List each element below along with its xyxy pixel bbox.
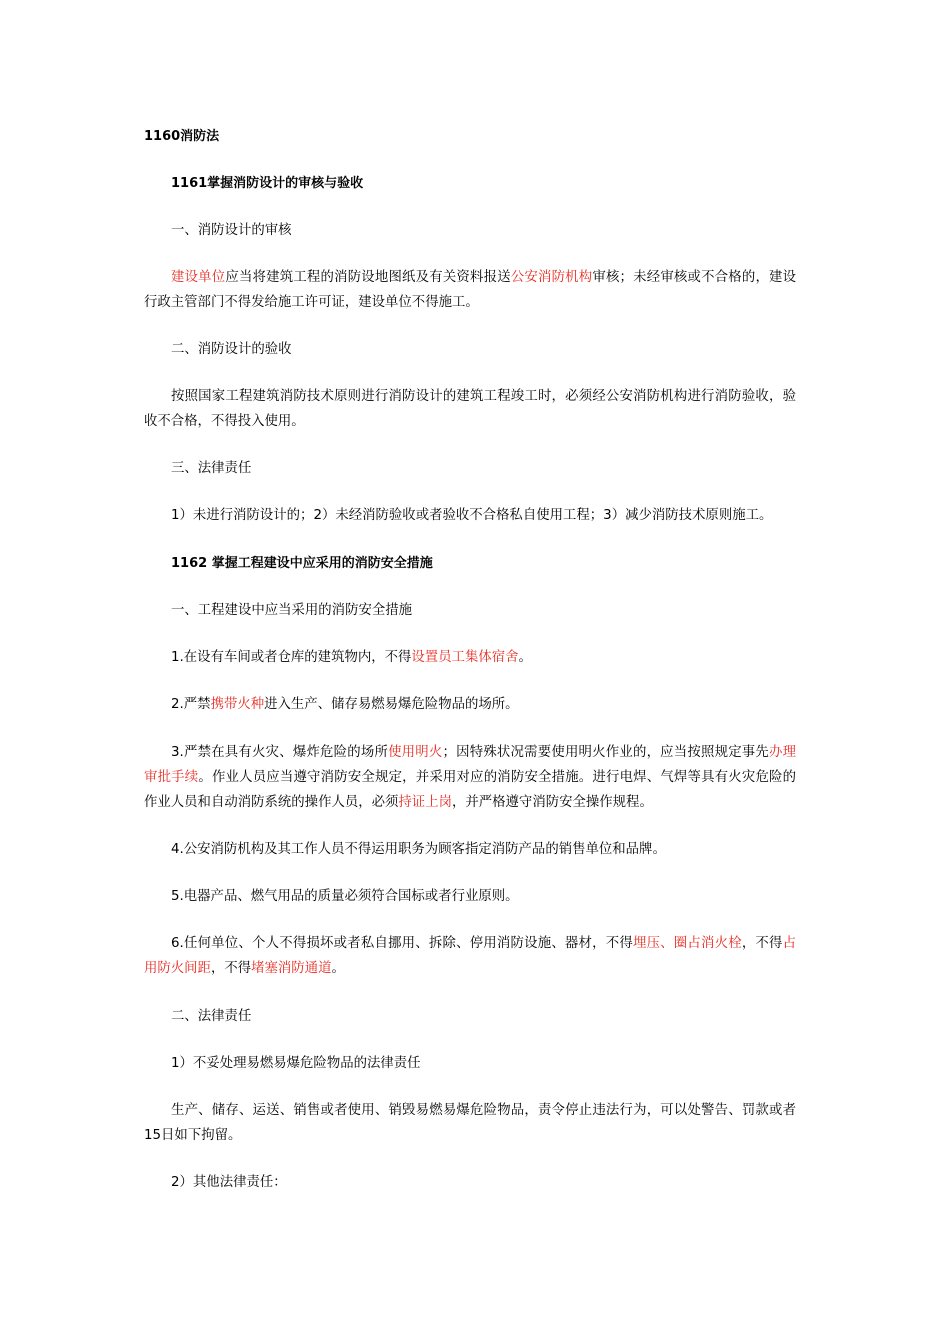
body-text: 审核；未经审核或不合格的，建设 bbox=[592, 270, 797, 285]
body-text: 作业人员和自动消防系统的操作人员，必须 bbox=[144, 795, 399, 810]
body-text: 。作业人员应当遵守消防安全规定，并采用对应的消防安全措施。进行电焊、气焊等具有火灾危险的 bbox=[198, 770, 797, 785]
subheading-safety-measures: 一、工程建设中应当采用的消防安全措施 bbox=[171, 603, 413, 618]
body-text: 。 bbox=[331, 961, 345, 976]
body-text: 其他法律责任： bbox=[192, 1175, 287, 1190]
measure-item-3-line-1 bbox=[144, 740, 796, 765]
body-text: ，不得 bbox=[741, 936, 783, 951]
list-number: 5. bbox=[171, 889, 184, 904]
list-number: 6. bbox=[171, 936, 184, 951]
paragraph-review-line-2: 行政主管部门不得发给施工许可证，建设单位不得施工。 bbox=[144, 295, 479, 310]
liability-list bbox=[144, 503, 796, 528]
body-text: 不妥处理易燃易爆危险物品的法律责任 bbox=[192, 1056, 421, 1071]
highlight-text: 审批手续 bbox=[144, 770, 199, 785]
section-1161-heading: 1161掌握消防设计的审核与验收 bbox=[171, 176, 364, 191]
highlight-text: 堵塞消防通道 bbox=[251, 961, 332, 976]
measure-item-1 bbox=[144, 645, 796, 670]
list-number: 15 bbox=[144, 1128, 162, 1143]
highlight-text: 公安消防机构 bbox=[510, 270, 593, 285]
body-text: 电器产品、燃气用品的质量必须符合国标或者行业原则。 bbox=[183, 889, 519, 904]
measure-item-6-line-2 bbox=[144, 956, 796, 981]
highlight-text: 建设单位 bbox=[171, 270, 226, 285]
subheading-legal-liability-2: 二、法律责任 bbox=[171, 1009, 252, 1024]
body-text: ；因特殊状况需要使用明火作业的，应当按照规定事先 bbox=[442, 745, 770, 760]
body-text: 严禁在具有火灾、爆炸危险的场所 bbox=[183, 745, 389, 760]
list-number: 3） bbox=[603, 508, 626, 523]
measure-item-3-line-3 bbox=[144, 790, 796, 815]
liability-item-1 bbox=[144, 1051, 796, 1076]
body-text: 在设有车间或者仓库的建筑物内，不得 bbox=[183, 650, 412, 665]
subheading-design-review: 一、消防设计的审核 bbox=[171, 223, 292, 238]
paragraph-acceptance-line-1: 按照国家工程建筑消防技术原则进行消防设计的建筑工程竣工时，必须经公安消防机构进行消防验收，验 bbox=[171, 389, 796, 404]
measure-item-3-line-2 bbox=[144, 765, 796, 790]
body-text: 。 bbox=[518, 650, 532, 665]
body-text: 未进行消防设计的； bbox=[192, 508, 314, 523]
doc-title: 1160消防法 bbox=[144, 129, 220, 144]
measure-item-6-line-1 bbox=[144, 931, 796, 956]
body-text: 应当将建筑工程的消防设地图纸及有关资料报送 bbox=[225, 270, 511, 285]
measure-item-4 bbox=[144, 837, 796, 862]
body-text: 减少消防技术原则施工。 bbox=[625, 508, 773, 523]
highlight-text: 设置员工集体宿舍 bbox=[411, 650, 519, 665]
body-text: 日如下拘留。 bbox=[161, 1128, 242, 1143]
body-text: 未经消防验收或者验收不合格私自使用工程； bbox=[335, 508, 604, 523]
list-number: 2. bbox=[171, 697, 184, 712]
body-text: 严禁 bbox=[183, 697, 211, 712]
body-text: ，并严格遵守消防安全操作规程。 bbox=[451, 795, 653, 810]
subheading-legal-liability: 三、法律责任 bbox=[171, 461, 252, 476]
list-number: 2） bbox=[171, 1175, 193, 1190]
list-number: 3. bbox=[171, 745, 184, 760]
paragraph-acceptance-line-2: 收不合格，不得投入使用。 bbox=[144, 414, 305, 429]
measure-item-2 bbox=[144, 692, 796, 717]
list-number: 1. bbox=[171, 650, 184, 665]
list-number: 1） bbox=[171, 508, 193, 523]
body-text: 进入生产、储存易燃易爆危险物品的场所。 bbox=[264, 697, 519, 712]
liability-paragraph-line-1: 生产、储存、运送、销售或者使用、销毁易燃易爆危险物品，责令停止违法行为，可以处警告、罚款或者 bbox=[171, 1103, 796, 1118]
highlight-text: 埋压、圈占消火栓 bbox=[632, 936, 742, 951]
highlight-text: 持证上岗 bbox=[398, 795, 452, 810]
document-page bbox=[144, 0, 796, 1344]
measure-item-5 bbox=[144, 884, 796, 909]
body-text: 任何单位、个人不得损坏或者私自挪用、拆除、停用消防设施、器材，不得 bbox=[183, 936, 633, 951]
list-number: 2） bbox=[313, 508, 336, 523]
highlight-text: 使用明火 bbox=[388, 745, 443, 760]
highlight-text: 用防火间距 bbox=[144, 961, 211, 976]
list-number: 4. bbox=[171, 842, 184, 857]
liability-item-2 bbox=[144, 1170, 796, 1195]
liability-paragraph-line-2 bbox=[144, 1123, 796, 1148]
highlight-text: 办理 bbox=[769, 745, 797, 760]
subheading-design-acceptance: 二、消防设计的验收 bbox=[171, 342, 292, 357]
body-text: ，不得 bbox=[210, 961, 252, 976]
body-text: 公安消防机构及其工作人员不得运用职务为顾客指定消防产品的销售单位和品牌。 bbox=[183, 842, 666, 857]
highlight-text: 携带火种 bbox=[210, 697, 265, 712]
paragraph-review-line-1 bbox=[144, 265, 796, 290]
section-1162-heading: 1162 掌握工程建设中应采用的消防安全措施 bbox=[171, 556, 433, 571]
highlight-text: 占 bbox=[782, 936, 797, 951]
list-number: 1） bbox=[171, 1056, 193, 1071]
